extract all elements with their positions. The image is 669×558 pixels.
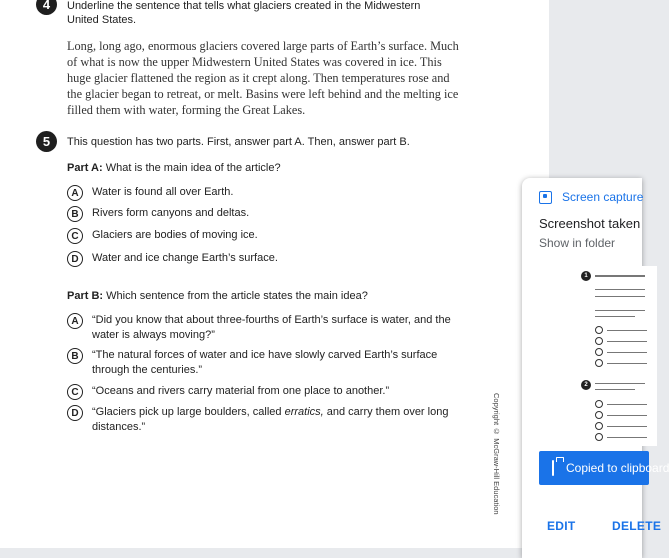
thumbnail-option-circle — [595, 326, 603, 334]
option-text-start: “Glaciers pick up large boulders, called — [92, 406, 285, 418]
option-text: Glaciers are bodies of moving ice. — [92, 229, 258, 241]
thumbnail-option-circle — [595, 411, 603, 419]
thumbnail-option-circle — [595, 348, 603, 356]
option-letter-circle[interactable]: A — [67, 313, 83, 329]
option-letter-circle[interactable]: D — [67, 405, 83, 421]
thumbnail-text-line — [595, 310, 645, 311]
option-letter-circle[interactable]: C — [67, 384, 83, 400]
copied-message: Copied to clipboard — [566, 461, 669, 475]
thumbnail-text-line — [607, 341, 647, 342]
option-letter-circle[interactable]: B — [67, 348, 83, 364]
part-a-label: Part A: — [67, 162, 103, 174]
thumbnail-text-line — [595, 275, 645, 277]
thumbnail-option-circle — [595, 422, 603, 430]
copied-to-clipboard-banner — [539, 451, 669, 485]
option-text-italic: erratics, — [284, 406, 324, 418]
copyright-notice: Copyright © McGraw-Hill Education — [492, 393, 501, 515]
option-letter-circle[interactable]: D — [67, 251, 83, 267]
notification-header — [539, 190, 643, 204]
screenshot-thumbnail[interactable] — [577, 266, 657, 446]
option-text — [92, 405, 452, 434]
option-text: Rivers form canyons and deltas. — [92, 207, 250, 219]
question-4-prompt-line-2: United States. — [67, 14, 137, 26]
question-4-prompt-line-1: Underline the sentence that tells what glaciers created in the Midwestern — [67, 0, 421, 12]
part-a-heading — [67, 162, 281, 174]
thumbnail-option-circle — [595, 337, 603, 345]
part-a-option-a[interactable] — [67, 185, 452, 201]
thumbnail-text-line — [607, 352, 647, 353]
thumbnail-text-line — [607, 404, 647, 405]
thumbnail-text-line — [595, 389, 635, 390]
thumbnail-option-circle — [595, 400, 603, 408]
part-a-option-c[interactable] — [67, 228, 452, 244]
thumbnail-text-line — [595, 316, 635, 317]
question-5-prompt: This question has two parts. First, answer part A. Then, answer part B. — [67, 136, 410, 148]
thumbnail-text-line — [607, 415, 647, 416]
part-b-option-d[interactable] — [67, 405, 452, 434]
option-letter-circle[interactable]: A — [67, 185, 83, 201]
screen-capture-icon — [539, 191, 552, 204]
option-text: “The natural forces of water and ice have slowly carved Earth’s surface through the centuries.” — [92, 349, 438, 376]
edit-button[interactable]: EDIT — [547, 519, 576, 533]
part-b-heading — [67, 290, 368, 302]
question-5-number: 5 — [36, 131, 57, 152]
part-b-option-a[interactable] — [67, 313, 452, 342]
thumbnail-question-number: 1 — [581, 271, 591, 281]
show-in-folder-link[interactable]: Show in folder — [539, 236, 616, 250]
part-b-option-c[interactable] — [67, 384, 452, 400]
thumbnail-text-line — [607, 426, 647, 427]
thumbnail-text-line — [595, 289, 645, 290]
thumbnail-option-circle — [595, 433, 603, 441]
question-4-number: 4 — [36, 0, 57, 15]
notification-source: Screen capture — [562, 190, 644, 204]
screenshot-notification[interactable] — [522, 178, 669, 558]
thumbnail-text-line — [595, 383, 645, 384]
notification-title: Screenshot taken — [539, 216, 641, 231]
thumbnail-text-line — [595, 296, 645, 297]
option-text: “Did you know that about three-fourths of Earth’s surface is water, and the water is always moving?” — [92, 314, 451, 341]
part-a-question: What is the main idea of the article? — [105, 162, 281, 174]
part-a-option-b[interactable] — [67, 206, 452, 222]
option-text: “Oceans and rivers carry material from one place to another.” — [92, 385, 390, 397]
thumbnail-question-number: 2 — [581, 380, 591, 390]
clipboard-icon — [552, 460, 554, 476]
thumbnail-option-circle — [595, 359, 603, 367]
option-text: Water and ice change Earth’s surface. — [92, 252, 278, 264]
option-text-end: and carry them over long distances.” — [92, 406, 449, 433]
thumbnail-text-line — [607, 363, 647, 364]
part-b-label: Part B: — [67, 290, 104, 302]
part-b-option-b[interactable] — [67, 348, 452, 377]
thumbnail-text-line — [607, 437, 647, 438]
option-letter-circle[interactable]: B — [67, 206, 83, 222]
thumbnail-text-line — [607, 330, 647, 331]
delete-button[interactable]: DELETE — [612, 519, 662, 533]
option-letter-circle[interactable]: C — [67, 228, 83, 244]
reading-passage: Long, long ago, enormous glaciers covered large parts of Earth’s surface. Much of what is now the upper Midwestern United States was covered in ice. This huge glacier flattened the region as it crept along. Then temperatures rose and the glacier began to retreat, or melt. Basins were left behind and the melting ice filled them with water, forming the Great Lakes. — [67, 39, 459, 117]
part-b-question: Which sentence from the article states the main idea? — [106, 290, 368, 302]
part-a-option-d[interactable] — [67, 251, 452, 267]
option-text: Water is found all over Earth. — [92, 186, 234, 198]
